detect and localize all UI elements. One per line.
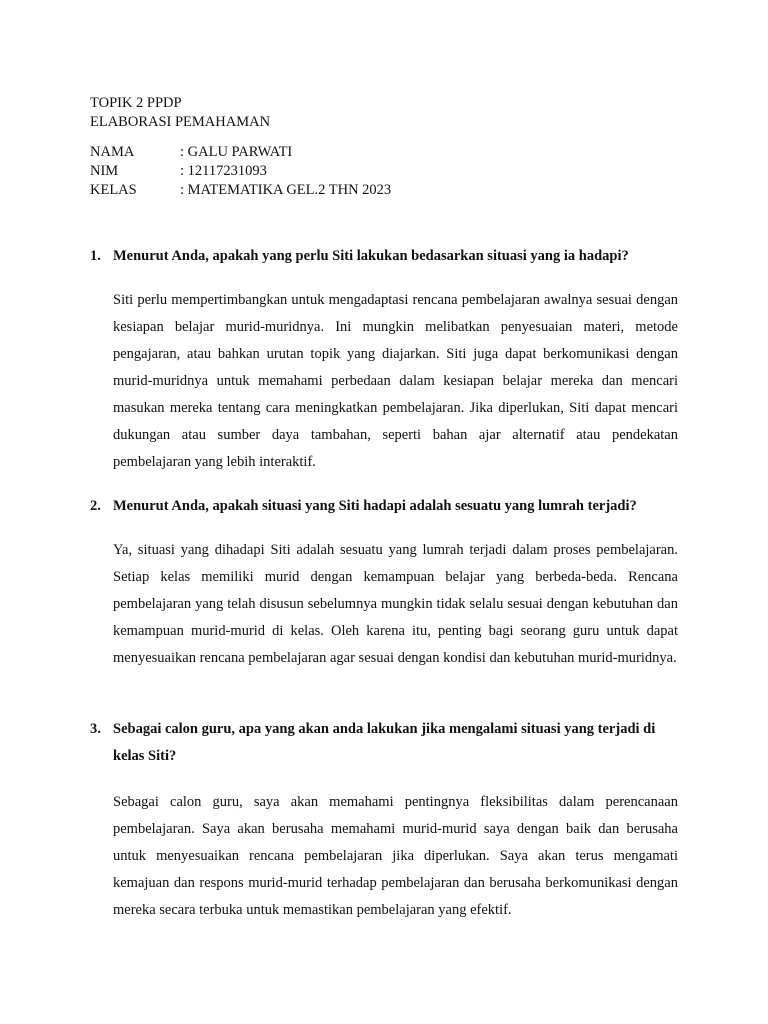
document-subtitle: ELABORASI PEMAHAMAN xyxy=(90,114,271,130)
question-text: Sebagai calon guru, apa yang akan anda lakukan jika mengalami situasi yang terjadi di kelas Siti? xyxy=(113,721,656,764)
question-number: 2. xyxy=(90,498,101,514)
answer-1: Siti perlu mempertimbangkan untuk mengadaptasi rencana pembelajaran awalnya sesuai dengan kesiapan belajar murid-muridnya. Ini mungkin melibatkan penyesuaian materi, metode pengajaran, atau bahkan urutan topik yang diajarkan. Siti juga dapat berkomunikasi dengan murid-muridnya untuk memahami perbedaan dalam kesiapan belajar mereka dan mencari masukan mereka tentang cara meningkatkan pembelajaran. Jika diperlukan, Siti dapat mencari dukungan atau sumber daya tambahan, seperti bahan ajar alternatif atau pendekatan pembelajaran yang lebih interaktif. xyxy=(113,292,678,470)
question-number: 1. xyxy=(90,248,101,264)
identity-value: : MATEMATIKA GEL.2 THN 2023 xyxy=(180,182,392,198)
question-number: 3. xyxy=(90,721,101,737)
question-text: Menurut Anda, apakah situasi yang Siti hadapi adalah sesuatu yang lumrah terjadi? xyxy=(113,498,637,514)
identity-value: : GALU PARWATI xyxy=(180,144,293,160)
document-topic: TOPIK 2 PPDP xyxy=(90,95,182,111)
question-1 xyxy=(90,243,680,270)
answer-3: Sebagai calon guru, saya akan memahami pentingnya fleksibilitas dalam perencanaan pembelajaran. Saya akan berusaha memahami murid-murid saya dengan baik dan berusaha untuk menyesuaikan rencana pembelajaran jika diperlukan. Saya akan terus mengamati kemajuan dan respons murid-murid terhadap pembelajaran dan berusaha berkomunikasi dengan mereka secara terbuka untuk memastikan pembelajaran yang efektif. xyxy=(113,794,678,918)
identity-label: NAMA xyxy=(90,144,135,160)
identity-label: NIM xyxy=(90,163,119,179)
identity-label: KELAS xyxy=(90,182,137,198)
identity-value: : 12117231093 xyxy=(180,163,267,179)
question-text: Menurut Anda, apakah yang perlu Siti lakukan bedasarkan situasi yang ia hadapi? xyxy=(113,248,629,264)
answer-2: Ya, situasi yang dihadapi Siti adalah sesuatu yang lumrah terjadi dalam proses pembelajaran. Setiap kelas memiliki murid dengan kemampuan belajar yang berbeda-beda. Rencana pembelajaran yang telah disusun sebelumnya mungkin tidak selalu sesuai dengan kebutuhan dan kemampuan murid-murid di kelas. Oleh karena itu, penting bagi seorang guru untuk dapat menyesuaikan rencana pembelajaran agar sesuai dengan kondisi dan kebutuhan murid-muridnya. xyxy=(113,542,678,666)
question-2 xyxy=(90,493,680,520)
question-3 xyxy=(90,716,680,770)
